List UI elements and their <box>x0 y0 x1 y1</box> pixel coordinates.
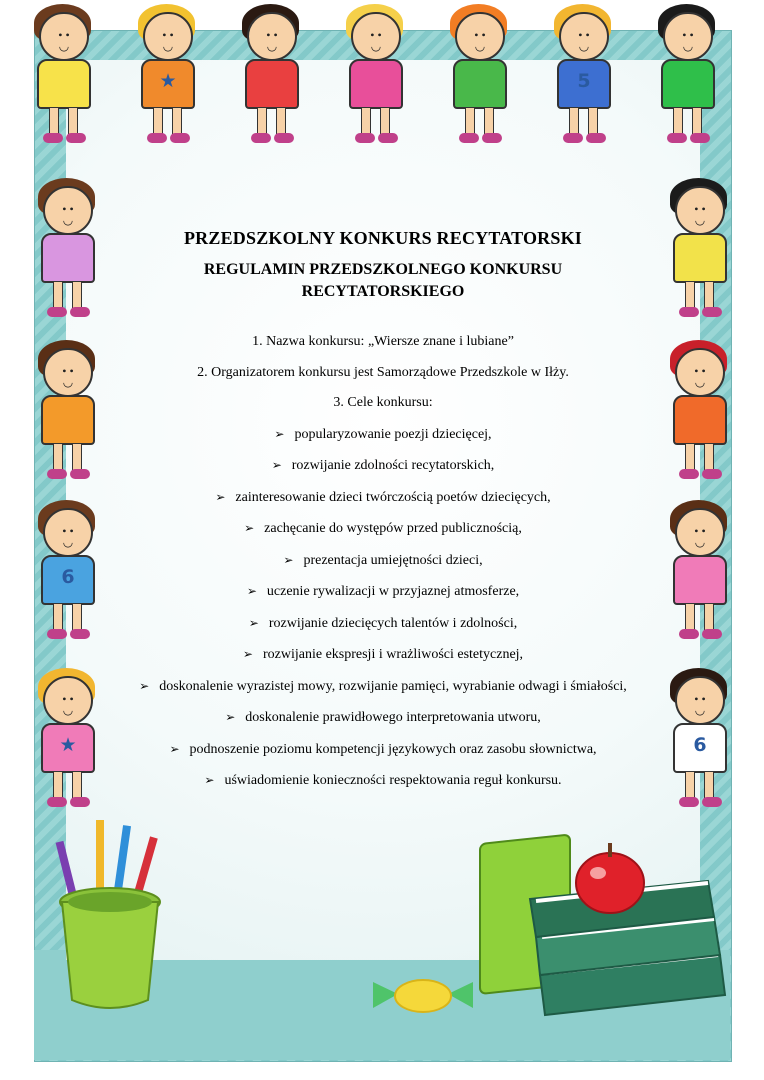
goal-text: uczenie rywalizacji w przyjaznej atmosferze, <box>266 584 520 599</box>
kid-shoe <box>459 133 479 143</box>
arrow-bullet-icon: ➢ <box>225 710 236 724</box>
page-title: PRZEDSZKOLNY KONKURS RECYTATORSKI <box>183 228 582 248</box>
kid-smile: ◡ <box>682 39 694 54</box>
arrow-bullet-icon: ➢ <box>283 552 294 567</box>
kid-top-4 <box>336 4 412 147</box>
goal-text: rozwijanie dziecięcych talentów i zdolności, <box>268 615 518 631</box>
goal-text: doskonalenie prawidłowego interpretowania utworu, <box>245 710 541 725</box>
kid-face <box>351 12 401 62</box>
kid-shoe <box>274 133 294 143</box>
kid-face <box>247 12 297 62</box>
kid-smile: ◡ <box>162 39 174 54</box>
kid-face-features: • • <box>694 523 706 538</box>
kid-face-features: • • <box>694 201 706 216</box>
arrow-bullet-icon: ➢ <box>215 489 226 504</box>
kid-face-features: • • <box>162 27 174 42</box>
kid-shirt: 5 <box>557 59 610 109</box>
kid-shoe <box>482 133 502 143</box>
kid-face-features: • • <box>62 363 74 378</box>
kid-smile: ◡ <box>578 39 590 54</box>
kid-shirt <box>37 59 90 109</box>
kid-shirt <box>453 59 506 109</box>
kid-smile: ◡ <box>266 39 278 54</box>
kid-smile: ◡ <box>694 535 706 550</box>
kid-shoe <box>47 629 67 639</box>
kid-shoe <box>667 133 687 143</box>
arrow-bullet-icon: ➢ <box>169 741 180 756</box>
goal-item <box>66 765 700 797</box>
kid-face-features: • • <box>370 27 382 42</box>
kid-shoe <box>563 133 583 143</box>
kid-shoe <box>702 797 722 807</box>
kid-smile: ◡ <box>694 703 706 718</box>
kid-face-features: • • <box>682 27 694 42</box>
goal-text: podnoszenie poziomu kompetencji językowych oraz zasobu słownictwa, <box>189 741 597 757</box>
kid-shoe <box>702 469 722 479</box>
arrow-bullet-icon: ➢ <box>139 678 150 693</box>
kid-face <box>455 12 505 62</box>
kid-shoe <box>690 133 710 143</box>
kid-shoe <box>586 133 606 143</box>
kid-top-5 <box>440 4 516 147</box>
kid-shirt <box>661 59 714 109</box>
line-contest-name: 1. Nazwa konkursu: „Wiersze znane i lubiane” <box>252 334 514 349</box>
kid-shoe <box>43 133 63 143</box>
arrow-bullet-icon: ➢ <box>271 458 282 472</box>
kid-face-features: • • <box>694 363 706 378</box>
goal-item <box>66 482 700 514</box>
kid-shoe <box>70 797 90 807</box>
kid-shoe <box>170 133 190 143</box>
goal-item <box>66 639 700 671</box>
goal-text: rozwijanie zdolności recytatorskich, <box>291 458 495 473</box>
regulations-text <box>66 220 700 797</box>
pencil-cup-illustration <box>50 810 180 1020</box>
line-organizer: 2. Organizatorem konkursu jest Samorządowe Przedszkole w Iłży. <box>197 364 569 380</box>
goal-text: popularyzowanie poezji dziecięcej, <box>294 426 492 442</box>
kid-smile: ◡ <box>62 703 74 718</box>
kid-shoe <box>47 307 67 317</box>
goal-item <box>66 450 700 482</box>
kid-shoe <box>378 133 398 143</box>
arrow-bullet-icon: ➢ <box>242 647 253 661</box>
page-subtitle: REGULAMIN PRZEDSZKOLNEGO KONKURSU RECYTATORSKIEGO <box>203 261 563 300</box>
kid-smile: ◡ <box>62 375 74 390</box>
kid-face-features: • • <box>58 27 70 42</box>
kid-top-6 <box>544 4 620 147</box>
kid-top-2 <box>128 4 204 147</box>
kid-face-features: • • <box>62 201 74 216</box>
kid-smile: ◡ <box>474 39 486 54</box>
kid-shoe <box>66 133 86 143</box>
kid-face-features: • • <box>62 523 74 538</box>
kid-shoe <box>355 133 375 143</box>
goal-item <box>66 608 700 640</box>
kid-face-features: • • <box>578 27 590 42</box>
kid-face-features: • • <box>694 691 706 706</box>
kid-shoe <box>147 133 167 143</box>
candy-illustration <box>368 972 478 1022</box>
kid-top-3 <box>232 4 308 147</box>
kid-smile: ◡ <box>62 535 74 550</box>
line-goals-heading: 3. Cele konkursu: <box>333 395 433 410</box>
kid-shoe <box>47 797 67 807</box>
kid-smile: ◡ <box>58 39 70 54</box>
arrow-bullet-icon: ➢ <box>246 584 257 598</box>
goal-item <box>66 545 700 577</box>
kid-face <box>39 12 89 62</box>
kid-shirt: 6 <box>673 723 726 773</box>
kid-face <box>559 12 609 62</box>
kid-face <box>663 12 713 62</box>
goal-text: zainteresowanie dzieci twórczością poetów dziecięcych, <box>235 489 551 505</box>
kid-shirt <box>349 59 402 109</box>
kid-shirt <box>245 59 298 109</box>
kid-smile: ◡ <box>62 213 74 228</box>
goal-text: zachęcanie do występów przed publicznością, <box>264 521 522 536</box>
kid-shoe <box>702 307 722 317</box>
goal-item <box>66 671 700 703</box>
goal-item <box>66 513 700 545</box>
kid-smile: ◡ <box>370 39 382 54</box>
kid-face-features: • • <box>474 27 486 42</box>
arrow-bullet-icon: ➢ <box>248 615 259 630</box>
kid-shoe <box>702 629 722 639</box>
kid-shoe <box>679 797 699 807</box>
arrow-bullet-icon: ➢ <box>244 521 255 535</box>
arrow-bullet-icon: ➢ <box>274 426 285 441</box>
goal-text: rozwijanie ekspresji i wrażliwości estetycznej, <box>262 647 524 662</box>
goal-item <box>66 734 700 766</box>
kid-shirt: 6 <box>41 555 94 605</box>
kid-shirt: ★ <box>141 59 194 109</box>
books-apple-illustration <box>470 825 740 1035</box>
goal-text: uświadomienie konieczności respektowania reguł konkursu. <box>224 773 562 788</box>
goal-text: doskonalenie wyrazistej mowy, rozwijanie pamięci, wyrabianie odwagi i śmiałości, <box>159 678 627 694</box>
kid-face <box>143 12 193 62</box>
goal-text: prezentacja umiejętności dzieci, <box>303 552 483 568</box>
goal-item <box>66 702 700 734</box>
kid-shirt: ★ <box>41 723 94 773</box>
arrow-bullet-icon: ➢ <box>204 773 215 787</box>
kid-smile: ◡ <box>694 213 706 228</box>
apple-icon <box>576 843 644 913</box>
kid-top-7 <box>648 4 724 147</box>
goal-item <box>66 419 700 451</box>
kid-shoe <box>251 133 271 143</box>
goal-item <box>66 576 700 608</box>
kid-face-features: • • <box>266 27 278 42</box>
kid-top-1 <box>24 4 100 147</box>
kid-face-features: • • <box>62 691 74 706</box>
kid-smile: ◡ <box>694 375 706 390</box>
kid-shoe <box>47 469 67 479</box>
goals-list <box>66 419 700 797</box>
